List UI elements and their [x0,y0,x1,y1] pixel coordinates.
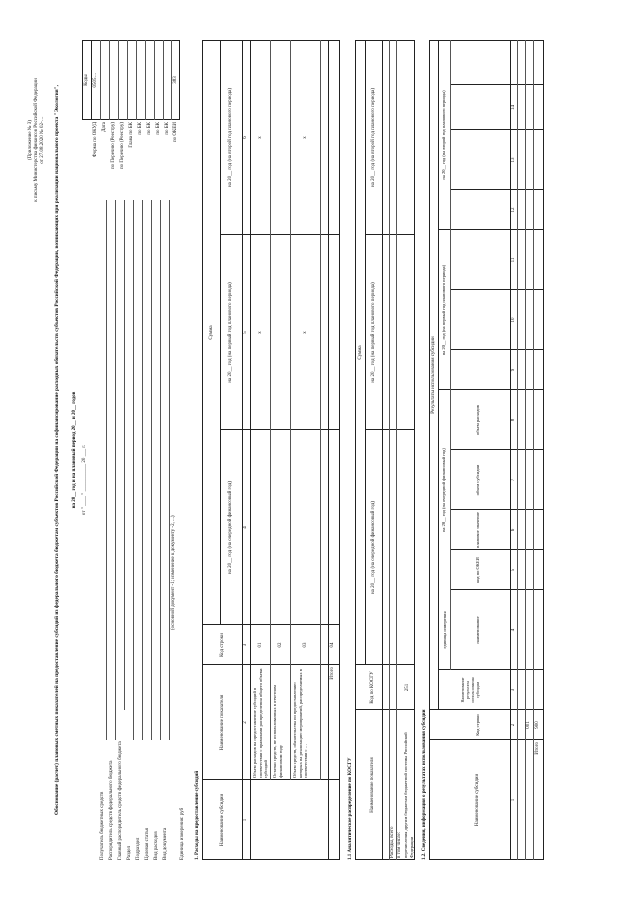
sec1-col-indicator: Наименование показателя [220,694,225,751]
code-value-okei: 383 [173,76,178,84]
sec3-year-3: на 20__ год (на второй год планового периода) [441,90,446,180]
sec3-row-code-001: 001 [526,721,531,729]
sec2-year-3: на 20__ год (на второй год планового периода) [371,87,376,188]
requisite-recipient: Получатель бюджетных средств [100,791,105,860]
requisite-unit: Единица измерения: руб [180,807,185,860]
sec2-col-kosgu: Код по КОСГУ [370,671,375,704]
sec3-col-result: Наименование результата использования субсидии [460,677,480,703]
sec1-col-subsidy: Наименование субсидии [220,793,225,847]
sec3-colnum-9: 9 [511,368,516,372]
code-label-glava: Глава по БК [129,122,134,148]
requisite-main-distributor: Главный распорядитель средств федерального бюджета [118,741,123,860]
sec3-col-subsidy-volume: объем субсидии [475,464,480,496]
section-3-title: 1.2. Сведения, информация о результатах использования субсидии [422,709,427,860]
section-1-title: 1. Расходы на предоставление субсидий [195,770,200,860]
sec3-colnum-13: 13 [511,157,516,163]
sec1-colnum-5: 5 [243,331,248,334]
sec2-row-transfers: перечисления другим бюджетам бюджетной системы Российской Федерации [403,732,414,858]
sec3-col-okei: код по ОКЕИ [475,557,480,583]
sec1-colnum-3: 3 [243,643,248,647]
sec3-colnum-12: 12 [511,207,516,213]
code-label-bk-4: по БК [165,122,170,135]
sec1-row-1-mark-5: x [258,331,263,334]
sec2-year-1: на 20__ год (на очередной финансовый год) [371,500,376,595]
sec1-col-sum: Сумма [209,325,214,340]
sec1-colnum-4: 4 [243,526,248,529]
sec3-colnum-11: 11 [511,257,516,263]
sec1-row-2-name: Остатки средств, не использованных в отчетном финансовом году [272,685,283,778]
sec1-row-3-mark-6: x [303,136,308,139]
sec2-row-kosgu-code: 251 [405,683,410,692]
sec1-year-3: на 20__ год (на второй год планового периода) [228,87,233,188]
sec3-colnum-5: 5 [511,568,516,572]
document-period: на 20__ год и на плановый период 20__ и 20__ годов [72,391,77,509]
requisite-target-article: Целевая статья [145,828,150,860]
appendix-line-3: от 27.08.2020 № 02-… [40,116,45,164]
sec1-year-2: на 20__ год (на первый год планового периода) [228,282,233,383]
code-label-bk-3: по БК [156,122,161,135]
sec1-year-1: на 20__ год (на очередной финансовый год) [228,480,233,575]
code-label-okud: Форма по ОКУД [93,122,98,158]
code-label-bk-1: по БК [138,122,143,135]
sec1-colnum-1: 1 [243,818,248,822]
document-title: Обоснование (расчет) плановых сметных показателей на предоставление субсидий из федерального бюджета бюджетам субъектов Российской Федерации на софинансирование расходных обязательств субъектов Российской Федерации, возникающих при реализации национального проекта "Экология", [54,85,60,815]
sec1-total-label: Итого [330,667,335,680]
sec3-group-header: Результаты использования субсидии [431,336,436,414]
section-2-title: 1.1 Аналитическое распределение по КОСГУ [348,757,353,860]
sec3-year-2: на 20__ год (на первый год планового периода) [441,264,446,356]
document-type-hint: (основной документ -1; изменение к документу -2, ...) [171,515,176,630]
requisite-expense-type: Вид расходов [154,831,159,860]
sec1-row-1-mark-6: x [258,136,263,139]
sec3-colnum-1: 1 [511,798,516,802]
sec1-colnum-2: 2 [243,721,248,724]
sec1-row-3-name: Объем средств, обязательства по предоставлению которых на реализацию мероприятий, распределяемых в соответствии с … [292,669,308,778]
sec3-col-unit: единица измерения [442,611,447,649]
requisite-section: Раздел [127,845,132,860]
requisite-document-type: Вид документа [163,827,168,860]
sec3-col-unit-name: наименование [475,616,480,644]
sec3-colnum-14: 14 [511,105,516,110]
sec1-row-1-name: Объем расходов на предоставление субсидий в соответствии с правилами распределения общего объема субсидий [252,668,268,778]
rotated-sheet [20,20,620,880]
sec1-row-3-code: 03 [303,642,308,648]
sec3-year-1: на 20__ год (на очередной финансовый год) [441,448,446,532]
sec3-row-code-900: 900 [535,721,540,729]
sec1-row-2-code: 02 [278,642,283,648]
sec3-colnum-10: 10 [511,317,516,323]
sec1-colnum-6: 6 [243,136,248,139]
sec3-colnum-6: 6 [511,528,516,532]
sec3-colnum-7: 7 [511,478,516,482]
sec3-colnum-8: 8 [511,418,516,422]
codes-header: Коды [84,74,89,86]
code-label-okei: по ОКЕИ [173,122,178,143]
sec3-col-subsidy: Наименование субсидии [475,773,480,827]
code-value-okud: 0505… [93,72,98,88]
appendix-line-2: к письму Министерства финансов Российской Федерации [34,78,39,202]
sec3-col-planned: плановое значение [475,512,480,548]
sec2-col-sum: Сумма [358,345,363,360]
code-label-bk-2: по БК [147,122,152,135]
sec3-colnum-3: 3 [511,688,516,692]
sec2-row-including: в том числе: [397,831,402,858]
appendix-line-1: (Приложение № 3) [28,120,33,160]
sec1-row-1-code: 01 [258,642,263,648]
sec3-total-label: Итого [535,742,540,755]
sec3-colnum-2: 2 [511,723,516,727]
sec3-col-expense-volume: объем расходов [475,405,480,435]
sec2-year-2: на 20__ год (на первый год планового периода) [371,282,376,383]
sec1-col-code: Код строки [220,633,225,657]
code-label-date: Дата [102,122,107,132]
requisite-subsection: Подраздел [136,837,141,860]
sec3-col-code: Код строки [475,714,480,736]
sec2-row-total: Расходы, всего [390,826,395,858]
requisite-distributor: Распорядитель средств федерального бюджета [109,760,114,860]
sec1-total-code: 04 [330,642,335,648]
document-date: от " ____ " ___________ 20 ___ г. [82,444,87,516]
sec1-row-3-mark-5: x [303,331,308,334]
code-label-register-2: по Перечню (Реестру) [120,122,125,170]
sec3-colnum-4: 4 [511,628,516,632]
sec2-col-indicator: Наименование показателя [370,757,375,813]
code-label-register-1: по Перечню (Реестру) [111,122,116,170]
